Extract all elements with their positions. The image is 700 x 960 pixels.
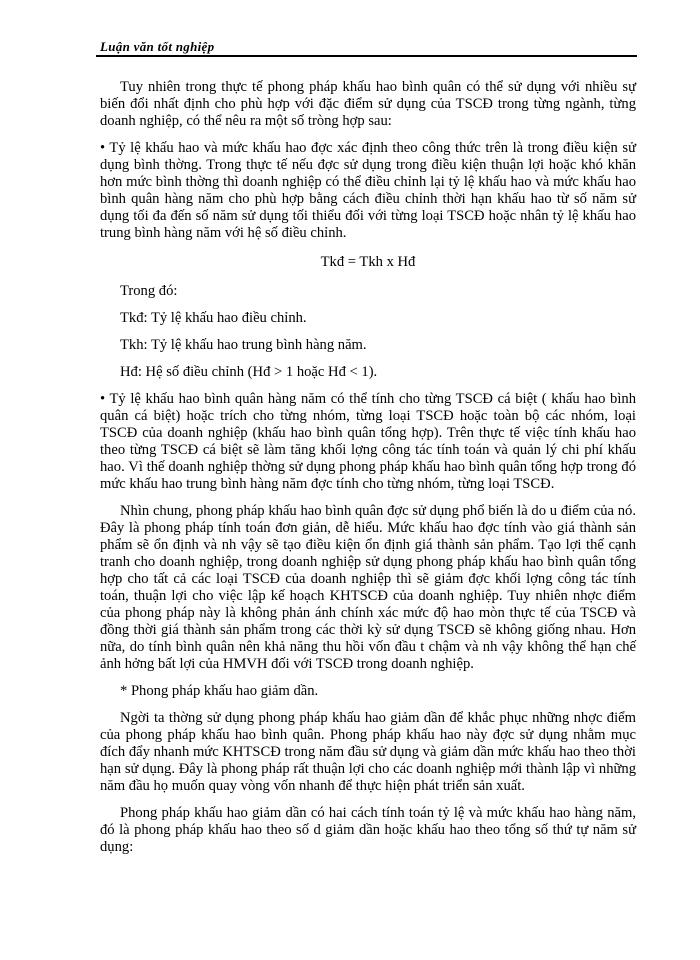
document-body [100,79,636,856]
header-rule [96,55,637,57]
definition-tkh: Tkh: Tỷ lệ khấu hao trung bình hàng năm. [120,337,367,353]
paragraph-two-methods: Phong pháp khấu hao giảm dần có hai cách tính toán tỷ lệ và mức khấu hao hàng năm, đó là phong pháp khấu hao theo số d giảm dần hoặc khấu hao theo tổng số thứ tự năm sử dụng: [100,805,636,855]
section-heading-declining: * Phong pháp khấu hao giảm dần. [120,683,319,699]
paragraph-declining: Ngời ta thờng sử dụng phong pháp khấu hao giảm dần để khắc phục những nhợc điểm của phong pháp khấu hao bình quân. Phong pháp khấu hao này đợc sử dụng nhằm mục đích đẩy nhanh mức KHTSCĐ trong năm đầu sử dụng và giảm dần mức khấu hao theo thời hạn sử dụng. Đây là phong pháp rất thuận lợi cho các doanh nghiệp mới thành lập vì những năm đầu họ muốn quay vòng vốn nhanh để thực hiện phát triển sản xuất. [100,710,636,794]
running-header: Luận văn tốt nghiệp [100,39,215,54]
paragraph-bullet-average: • Tỷ lệ khấu hao bình quân hàng năm có thể tính cho từng TSCĐ cá biệt ( khấu hao bình quân cá biệt) hoặc trích cho từng nhóm, từng loại TSCĐ hoặc toàn bộ các nhóm, loại TSCĐ của doanh nghiệp (khấu hao bình quân tổng hợp). Trên thực tế việc tính khấu hao theo từng TSCĐ cá biệt sẽ làm tăng khối lợng công tác tính toán và quản lý chi phí khấu hao. Vì thế doanh nghiệp thờng sử dụng phong pháp khấu hao bình quân tổng hợp trong đó mức khấu hao trung bình hàng năm đợc tính cho từng nhóm, từng loại TSCĐ. [100,391,636,492]
paragraph-overview: Nhìn chung, phong pháp khấu hao bình quân đợc sử dụng phổ biến là do u điểm của nó. Đây là phong pháp tính toán đơn giản, dễ hiểu. Mức khấu hao đợc tính vào giá thành sản phẩm sẽ ổn định và nh vậy sẽ tạo điều kiện ổn định giá thành sản phẩm. Tạo lợi thế cạnh tranh cho doanh nghiệp, trong doanh nghiệp sử dụng phong pháp khấu hao bình quân tổng hợp cho tất cả các loại TSCĐ của doanh nghiệp thì sẽ giảm đợc khối lợng công tác tính toán, thuận lợi cho việc lập kế hoạch KHTSCĐ của doanh nghiệp. Tuy nhiên nhợc điểm của phong pháp này là không phản ánh chính xác mức độ hao mòn thực tế của TSCĐ và đồng thời giá thành sản phẩm trong các thời kỳ sử dụng TSCĐ sẽ không giống nhau. Hơn nữa, do tính bình quân nên khả năng thu hồi vốn đầu t chậm và nh vậy không thể hạn chế ảnh hởng bất lợi của HMVH đối với TSCĐ trong doanh nghiệp. [100,503,636,672]
paragraph-intro: Tuy nhiên trong thực tế phong pháp khấu hao bình quân có thể sử dụng với nhiều sự biến đổi nhất định cho phù hợp với đặc điểm sử dụng của TSCĐ trong từng ngành, từng doanh nghiệp, có thể nêu ra một số tròng hợp sau: [100,79,636,129]
formula: Tkđ = Tkh x Hđ [320,254,416,270]
where-label: Trong đó: [120,283,178,299]
definition-tkd: Tkđ: Tỷ lệ khấu hao điều chỉnh. [120,310,307,326]
paragraph-bullet-adjustment: • Tỷ lệ khấu hao và mức khấu hao đợc xác định theo công thức trên là trong điều kiện sử dụng bình thờng. Trong thực tế nếu đợc sử dụng trong điều kiện thuận lợi hoặc khó khăn hơn mức bình thờng thì doanh nghiệp có thể điều chỉnh lại tỷ lệ khấu hao và mức khấu hao bình quân hàng năm cho phù hợp bằng cách điều chỉnh thời hạn khấu hao từ số năm sử dụng tối đa đến số năm sử dụng tối thiểu đối với từng loại TSCĐ hoặc nhân tỷ lệ khấu hao trung bình hàng năm với hệ số điều chỉnh. [100,140,636,241]
definition-hd: Hđ: Hệ số điều chỉnh (Hđ > 1 hoặc Hđ < 1). [120,364,378,380]
